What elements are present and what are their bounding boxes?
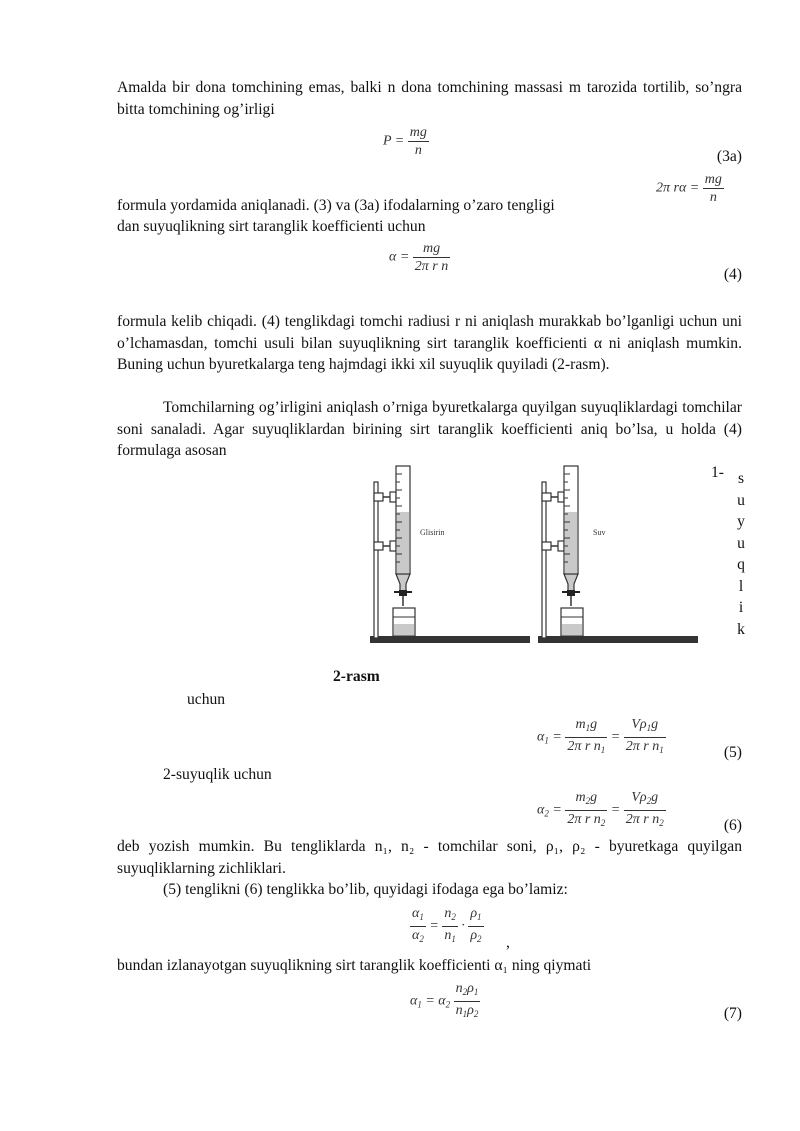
right-burette-apparatus (538, 466, 698, 643)
equation-3a (383, 124, 429, 159)
fraction: $\frac{m_2g}{2\pi r n_2}$ (567, 790, 606, 828)
equation-number-6: (6) (723, 817, 742, 834)
numerator: mg (409, 125, 427, 140)
paragraph-counting: Tomchilarning og’irligini aniqlash o’rniga byuretkalarga quyilgan suyuqliklardagi tomchilar soni sanaladi. Agar suyuqliklardan birining sirt taranglik koefficienti aniq bo’lsa, u holda (4) formulaga asosan (117, 399, 742, 459)
comma: , (506, 934, 510, 951)
side-label-prefix: 1- (711, 464, 724, 481)
right-base (538, 636, 698, 643)
equation-number-3a: (3a) (716, 148, 742, 165)
fraction: $\frac{\alpha_1}{\alpha_2}$ (412, 906, 424, 944)
fraction: $\frac{\rho_1}{\rho_2}$ (470, 906, 482, 944)
left-liquid-label: Glisirin (420, 528, 445, 537)
equation-side (656, 171, 724, 206)
figure-caption: 2-rasm (333, 668, 380, 685)
side-letter: i (738, 599, 744, 616)
left-stand-rod (374, 482, 378, 638)
side-letter: y (737, 513, 745, 530)
numerator: mg (704, 172, 722, 187)
equation-number-7: (7) (723, 1005, 742, 1022)
fraction: $\frac{V\rho_2g}{2\pi r n_2}$ (625, 790, 664, 828)
equation-lhs: 2π rα = (656, 180, 700, 196)
paragraph-intro: Amalda bir dona tomchining emas, balki n dona tomchining massasi m tarozida tortilib, so’ngra bitta tomchining og’irligi (117, 79, 742, 118)
fraction: $\frac{V\rho_1g}{2\pi r n_1}$ (625, 717, 664, 755)
right-liquid-label: Suv (593, 528, 606, 537)
side-letter: s (737, 470, 745, 487)
equation-5: $\alpha_1$ = $\frac{m_1g}{2\pi r n_1}$ = $\frac{V\rho_1g}{2\pi r n_1}$ (537, 716, 666, 759)
paragraph-formula-line: formula yordamida aniqlanadi. (3) va (3a) ifodalarning o’zaro tengligi (117, 197, 555, 214)
fraction: $\frac{n_2}{n_1}$ (444, 906, 456, 944)
left-liquid (397, 512, 409, 573)
burette-figure (360, 460, 730, 650)
side-label-vertical (735, 468, 747, 640)
paragraph-method: formula kelib chiqadi. (4) tenglikdagi tomchi radiusi r ni aniqlash murakkab bo’lganligi uchun uni o’lchamasdan, tomchi usuli bilan suyuqlikning sirt taranglik koefficienti α ni aniqlash mumkin. Buning uchun byuretkalarga teng hajmdagi ikki xil suyuqlik quyiladi (2-rasm). (117, 313, 742, 373)
label-uchun: uchun (187, 691, 226, 708)
fraction: $\frac{n_2\rho_1}{n_1\rho_2}$ (455, 981, 479, 1019)
fraction (413, 240, 450, 275)
right-liquid (565, 512, 577, 573)
fraction: $\frac{m_1g}{2\pi r n_1}$ (567, 717, 606, 755)
paragraph-formula-line2: dan suyuqlikning sirt taranglik koefficienti uchun (117, 218, 426, 235)
equation-lhs: P = (383, 133, 405, 149)
equation-7: $\alpha_1 = \alpha_2$ $\frac{n_2\rho_1}{n_1\rho_2}$ (410, 980, 480, 1023)
paragraph-definitions: deb yozish mumkin. Bu tengliklarda n₁, n₂ - tomchilar soni, ρ₁, ρ₂ - byuretkaga quyilgan suyuqliklarning zichliklari. (117, 838, 742, 877)
right-stand-rod (542, 482, 546, 638)
paragraph-division: (5) tenglikni (6) tenglikka bo’lib, quyidagi ifodaga ega bo’lamiz: (163, 881, 568, 898)
denominator: n (709, 190, 717, 205)
label-2-suyuqlik-uchun: 2-suyuqlik uchun (163, 766, 272, 783)
fraction (408, 124, 429, 159)
equation-lhs: α = (389, 249, 410, 265)
side-letter: u (737, 491, 745, 509)
equation-6: $\alpha_2$ = $\frac{m_2g}{2\pi r n_2}$ = $\frac{V\rho_2g}{2\pi r n_2}$ (537, 789, 666, 832)
numerator: mg (413, 240, 450, 258)
left-base (370, 636, 530, 643)
side-letter: k (737, 620, 745, 638)
equation-4 (389, 240, 450, 275)
left-burette-apparatus (370, 466, 530, 643)
fraction (703, 171, 724, 206)
denominator: n (414, 143, 422, 158)
equation-ratio: $\frac{\alpha_1}{\alpha_2}$ = $\frac{n_2}{n_1}$ · $\frac{\rho_1}{\rho_2}$ (410, 905, 484, 948)
equation-number-4: (4) (723, 266, 742, 283)
side-letter: q (737, 556, 745, 573)
paragraph-result: bundan izlanayotgan suyuqlikning sirt taranglik koefficienti α₁ ning qiymati (117, 957, 592, 974)
side-letter: l (738, 577, 744, 595)
denominator: 2π r n (414, 259, 449, 274)
equation-number-5: (5) (723, 744, 742, 761)
side-letter: u (737, 534, 745, 552)
